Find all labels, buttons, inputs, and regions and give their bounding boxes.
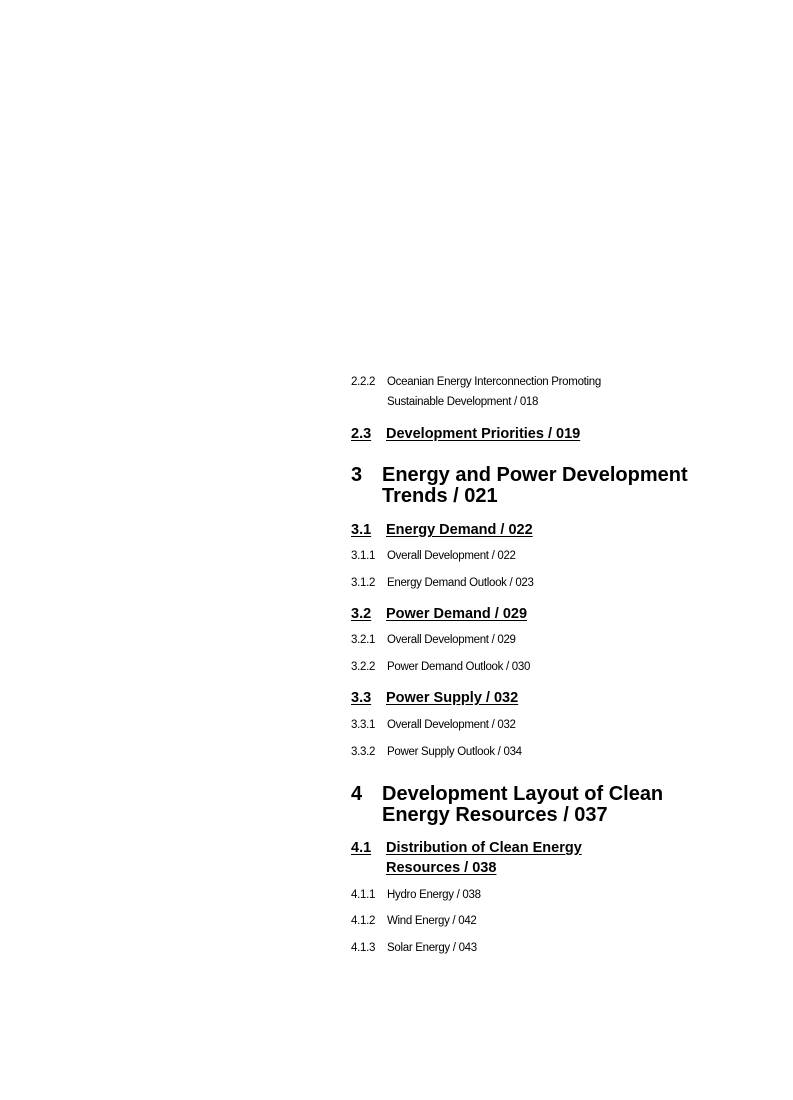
toc-entry-3-2-1[interactable] (351, 630, 647, 650)
toc-number: 3.3.1 (351, 719, 376, 731)
toc-title: Overall Development / 032 (387, 719, 516, 731)
toc-number: 2.2.2 (351, 376, 376, 388)
toc-title: Power Demand Outlook / 030 (387, 661, 531, 673)
toc-entry-4-1-2[interactable] (351, 911, 647, 931)
toc-number: 4.1.3 (351, 942, 376, 954)
toc-number: 4 (351, 783, 363, 805)
toc-title: Power Supply Outlook / 034 (387, 746, 522, 758)
toc-number: 3.2.1 (351, 634, 376, 646)
toc-title: Overall Development / 029 (387, 634, 516, 646)
toc-title: Development Priorities / 019 (386, 426, 581, 442)
toc-section-4-1[interactable] (351, 838, 596, 878)
toc-title: Development Layout of Clean Energy Resources / 037 (382, 783, 664, 826)
toc-number: 3.1.1 (351, 550, 376, 562)
toc-title: Wind Energy / 042 (387, 915, 477, 927)
toc-title: Energy Demand / 022 (386, 522, 533, 538)
toc-entry-4-1-3[interactable] (351, 938, 647, 958)
toc-number: 3.2 (351, 606, 372, 622)
toc-number: 3.1 (351, 522, 372, 538)
toc-number: 3.3 (351, 690, 372, 706)
toc-section-3-2[interactable] (351, 604, 527, 624)
toc-entry-3-3-1[interactable] (351, 715, 647, 735)
toc-number: 2.3 (351, 426, 372, 442)
toc-title: Solar Energy / 043 (387, 942, 477, 954)
toc-title: Energy and Power Development Trends / 021 (382, 464, 688, 507)
toc-section-2-3[interactable] (351, 424, 580, 444)
toc-title: Oceanian Energy Interconnection Promoting Sustainable Development / 018 (387, 376, 602, 408)
toc-number: 3.1.2 (351, 577, 376, 589)
toc-entry-3-1-2[interactable] (351, 573, 647, 593)
toc-title: Hydro Energy / 038 (387, 889, 481, 901)
toc-title: Energy Demand Outlook / 023 (387, 577, 534, 589)
toc-section-3-3[interactable] (351, 688, 518, 708)
toc-entry-3-1-1[interactable] (351, 546, 647, 566)
toc-title: Overall Development / 022 (387, 550, 516, 562)
toc-chapter-4[interactable] (351, 784, 682, 826)
toc-entry-4-1-1[interactable] (351, 885, 647, 905)
toc-number: 4.1.1 (351, 889, 376, 901)
toc-chapter-3[interactable] (351, 465, 702, 507)
toc-entry-2-2-2[interactable] (351, 372, 602, 412)
toc-title: Power Supply / 032 (386, 690, 519, 706)
toc-entry-3-3-2[interactable] (351, 742, 647, 762)
toc-section-3-1[interactable] (351, 520, 533, 540)
toc-number: 3.3.2 (351, 746, 376, 758)
toc-number: 3 (351, 464, 363, 486)
toc-title: Distribution of Clean Energy Resources / 038 (386, 840, 582, 876)
toc-number: 4.1.2 (351, 915, 376, 927)
toc-number: 4.1 (351, 840, 372, 856)
toc-entry-3-2-2[interactable] (351, 657, 647, 677)
toc-title: Power Demand / 029 (386, 606, 528, 622)
toc-number: 3.2.2 (351, 661, 376, 673)
